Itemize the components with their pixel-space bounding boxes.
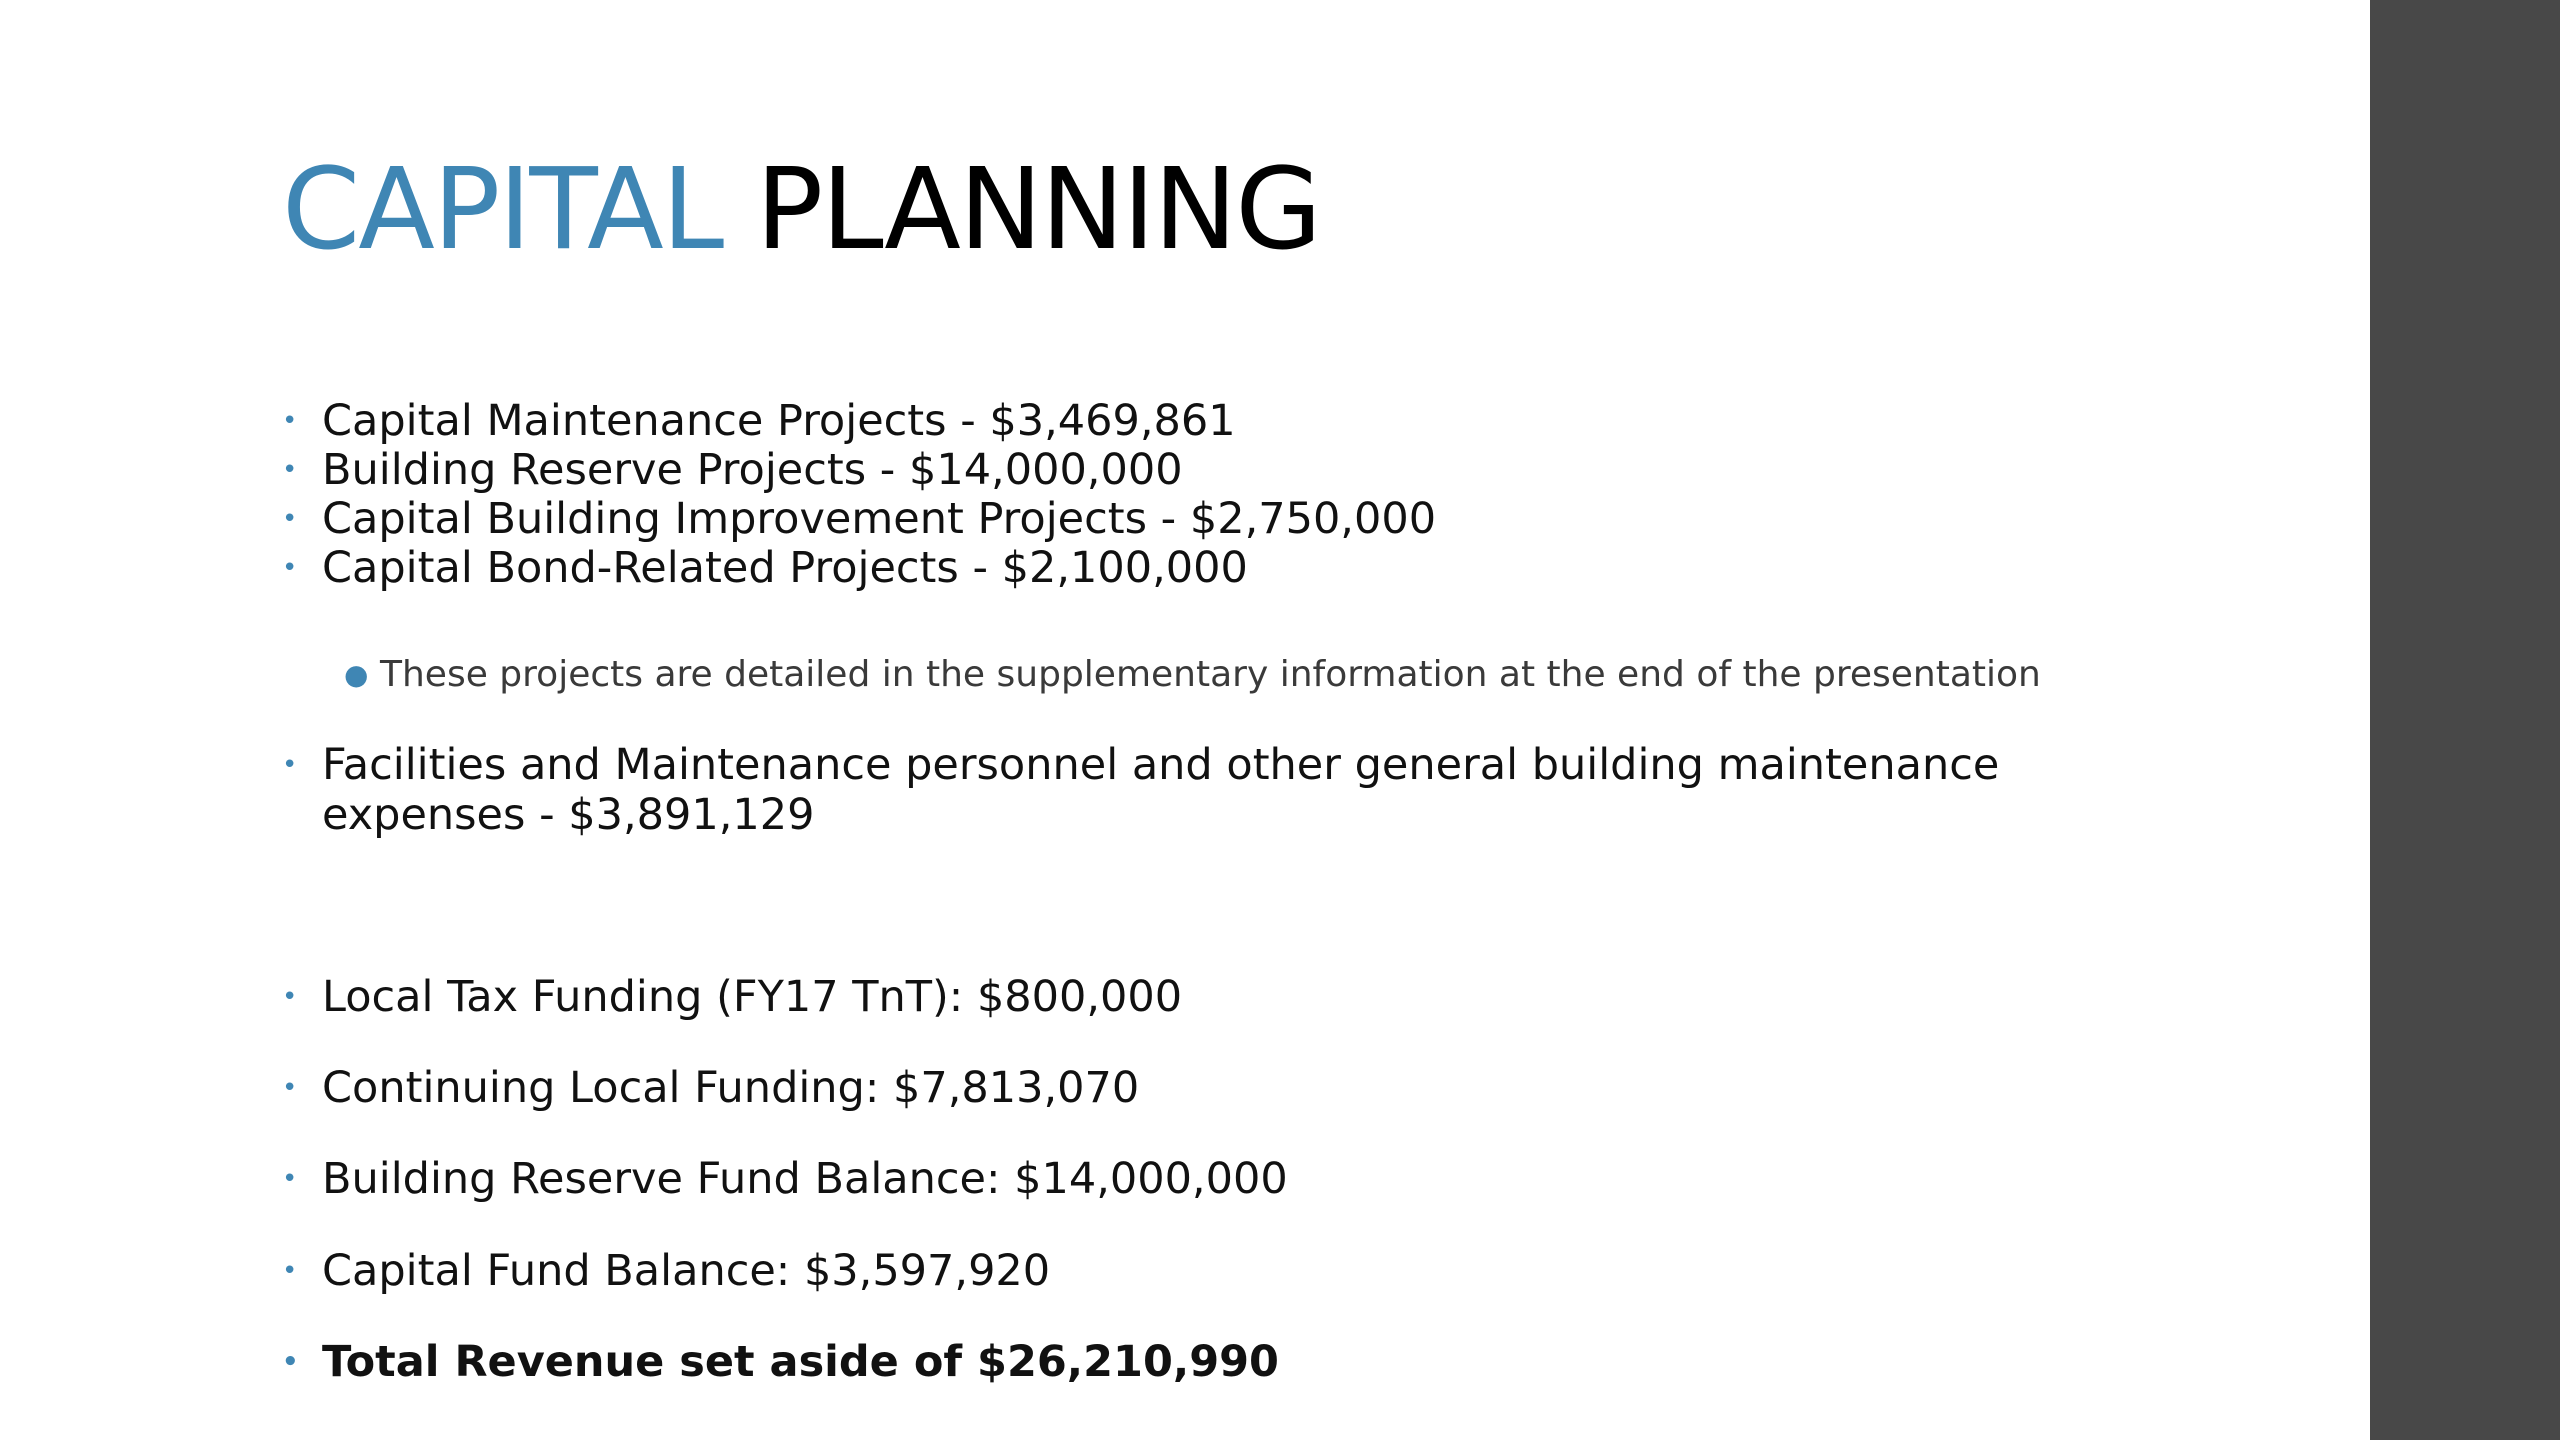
bullet-text-bold: Total Revenue set aside of $26,210,990 <box>322 1337 1279 1387</box>
bullet-dot-icon: • <box>282 504 298 534</box>
bullet-dot-icon: • <box>282 982 298 1012</box>
bullet-dot-icon: • <box>282 1073 298 1103</box>
bullet-text: Capital Maintenance Projects - $3,469,861 <box>322 396 1236 446</box>
bullet-dot-icon: • <box>282 1347 299 1377</box>
bullet-text: Building Reserve Projects - $14,000,000 <box>322 445 1183 495</box>
bullet-dot-icon: • <box>282 1256 298 1286</box>
sub-bullet-dot-icon: ● <box>344 658 369 691</box>
sub-bullet-text: These projects are detailed in the supplementary information at the end of the presentation <box>380 654 2041 695</box>
bullet-text: Capital Building Improvement Projects - $2,750,000 <box>322 494 1437 544</box>
bullet-text: Facilities and Maintenance personnel and other general building maintenance expenses - $3,891,129 <box>322 740 2000 840</box>
bullet-text: Continuing Local Funding: $7,813,070 <box>322 1063 1140 1113</box>
title-accent-word: CAPITAL <box>282 145 723 275</box>
bullet-dot-icon: • <box>282 1164 298 1194</box>
bullet-text: Building Reserve Fund Balance: $14,000,000 <box>322 1154 1288 1204</box>
side-bar <box>2370 0 2560 1440</box>
bullet-text: Capital Bond-Related Projects - $2,100,000 <box>322 543 1248 593</box>
bullet-text: Capital Fund Balance: $3,597,920 <box>322 1246 1051 1296</box>
bullet-dot-icon: • <box>282 553 298 583</box>
bullet-dot-icon: • <box>282 406 298 436</box>
bullet-dot-icon: • <box>282 750 298 780</box>
bullet-dot-icon: • <box>282 455 298 485</box>
title-main-word: PLANNING <box>755 145 1321 275</box>
slide-title <box>282 140 1320 280</box>
bullet-text: Local Tax Funding (FY17 TnT): $800,000 <box>322 972 1183 1022</box>
